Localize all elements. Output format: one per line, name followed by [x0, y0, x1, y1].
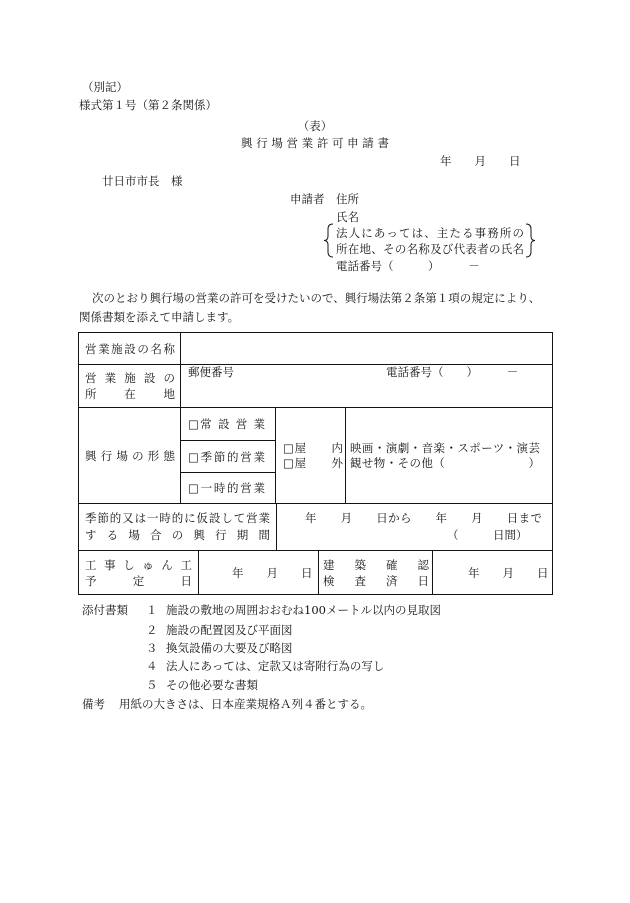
form-number: 様式第１号（第２条関係） — [79, 98, 217, 112]
attachment-number: ２ — [146, 623, 158, 637]
appendix-note: （別記） — [82, 80, 128, 94]
permanent-operation-checkbox: □常 設 営 業 — [188, 417, 265, 431]
remarks-label: 備考 — [82, 697, 105, 711]
facility-name-row — [79, 333, 552, 365]
attachment-number: １ — [146, 603, 158, 617]
venue-form-label: 興 行 場 の 形 態 — [85, 448, 175, 463]
applicant-address-label: 住所 — [336, 192, 359, 206]
operation-type-option — [181, 473, 275, 503]
inspection-date-value-cell — [433, 551, 552, 594]
performance-category-line: 映画・演劇・音楽・スポーツ・演芸 — [350, 440, 540, 455]
side-label: （表） — [297, 119, 333, 133]
performance-category-line: 観せ物・その他（ ） — [350, 455, 540, 470]
temporary-period-label-line: す る 場 合 の 興 行 期 間 — [85, 528, 270, 542]
application-date: 年 月 日 — [440, 154, 521, 168]
postal-code-label: 郵便番号 — [188, 365, 234, 379]
attachment-item: 施設の配置図及び平面図 — [166, 623, 293, 637]
indoor-checkbox: □屋 内 — [283, 440, 343, 455]
inspection-date-label-line: 建 築 確 認 — [323, 557, 429, 572]
operation-type-option — [181, 441, 275, 473]
right-brace-icon — [524, 223, 536, 258]
form-title: 興 行 場 営 業 許 可 申 請 書 — [241, 136, 389, 150]
facility-phone-label: 電話番号（ ） － — [386, 365, 519, 379]
seasonal-operation-checkbox: □季節的営業 — [188, 449, 265, 464]
indoor-outdoor-cell — [276, 408, 346, 503]
completion-date: 年 月 日 — [232, 565, 313, 580]
corporate-note — [336, 225, 524, 257]
completion-date-label-line: 工 事 し ゅ ん 工 — [85, 557, 192, 572]
intro-line-1: 次のとおり興行場の営業の許可を受けたいので、興行場法第２条第１項の規定により、 — [92, 291, 541, 305]
venue-form-row — [79, 408, 552, 504]
outdoor-checkbox: □屋 外 — [283, 455, 343, 470]
operation-type-cell — [181, 408, 276, 503]
applicant-label: 申請者 — [290, 192, 325, 206]
applicant-phone: 電話番号（ ） － — [336, 259, 480, 273]
completion-date-label-cell — [79, 551, 199, 594]
completion-date-label-line: 予 定 日 — [85, 573, 192, 588]
attachment-item: その他必要な書類 — [166, 678, 258, 692]
inspection-date-label-cell — [319, 551, 433, 594]
left-brace-icon — [323, 223, 335, 258]
applicant-name-label: 氏名 — [336, 210, 359, 224]
completion-date-value-cell — [199, 551, 319, 594]
attachment-number: ５ — [146, 678, 158, 692]
period-date-range: 年 月 日から 年 月 日まで — [305, 511, 542, 525]
facility-location-value-cell — [181, 365, 552, 407]
corporate-note-line: 法人にあっては、主たる事務所の — [336, 226, 524, 240]
facility-location-row — [79, 365, 552, 408]
facility-location-label-line: 所 在 地 — [85, 387, 175, 401]
attachments-label: 添付書類 — [82, 603, 128, 617]
inspection-date-label-line: 検 査 済 日 — [323, 573, 429, 588]
operation-type-option — [181, 408, 275, 441]
temporary-period-label-cell — [79, 504, 277, 550]
attachment-number: ３ — [146, 641, 158, 655]
venue-form-label-cell — [79, 408, 181, 503]
attachment-item: 施設の敷地の周囲おおむね100メートル以内の見取図 — [166, 603, 441, 617]
period-days: （ 日間） — [447, 528, 528, 542]
inspection-date: 年 月 日 — [468, 565, 549, 580]
remarks-text: 用紙の大きさは、日本産業規格Ａ列４番とする。 — [119, 697, 372, 711]
addressee: 廿日市市長 様 — [102, 174, 183, 188]
temporary-period-value-cell — [277, 504, 552, 550]
facility-name-label-cell — [79, 333, 181, 364]
facility-name-value-cell — [181, 333, 552, 364]
attachment-item: 法人にあっては、定款又は寄附行為の写し — [166, 659, 385, 673]
attachment-item: 換気設備の大要及び略図 — [166, 641, 293, 655]
facility-location-label-cell — [79, 365, 181, 407]
temporary-operation-checkbox: □一時的営業 — [188, 481, 265, 495]
performance-category-cell — [346, 408, 552, 503]
temporary-period-row — [79, 504, 552, 551]
intro-line-2: 関係書類を添えて申請します。 — [79, 310, 240, 324]
application-table — [78, 332, 553, 595]
facility-location-label-line: 営 業 施 設 の — [85, 371, 175, 385]
construction-row — [79, 551, 552, 594]
temporary-period-label-line: 季節的又は一時的に仮設して営業 — [85, 511, 270, 525]
corporate-note-line: 所在地、その名称及び代表者の氏名 — [336, 242, 524, 256]
attachment-number: ４ — [146, 659, 158, 673]
facility-name-label: 営業施設の名称 — [85, 341, 175, 356]
